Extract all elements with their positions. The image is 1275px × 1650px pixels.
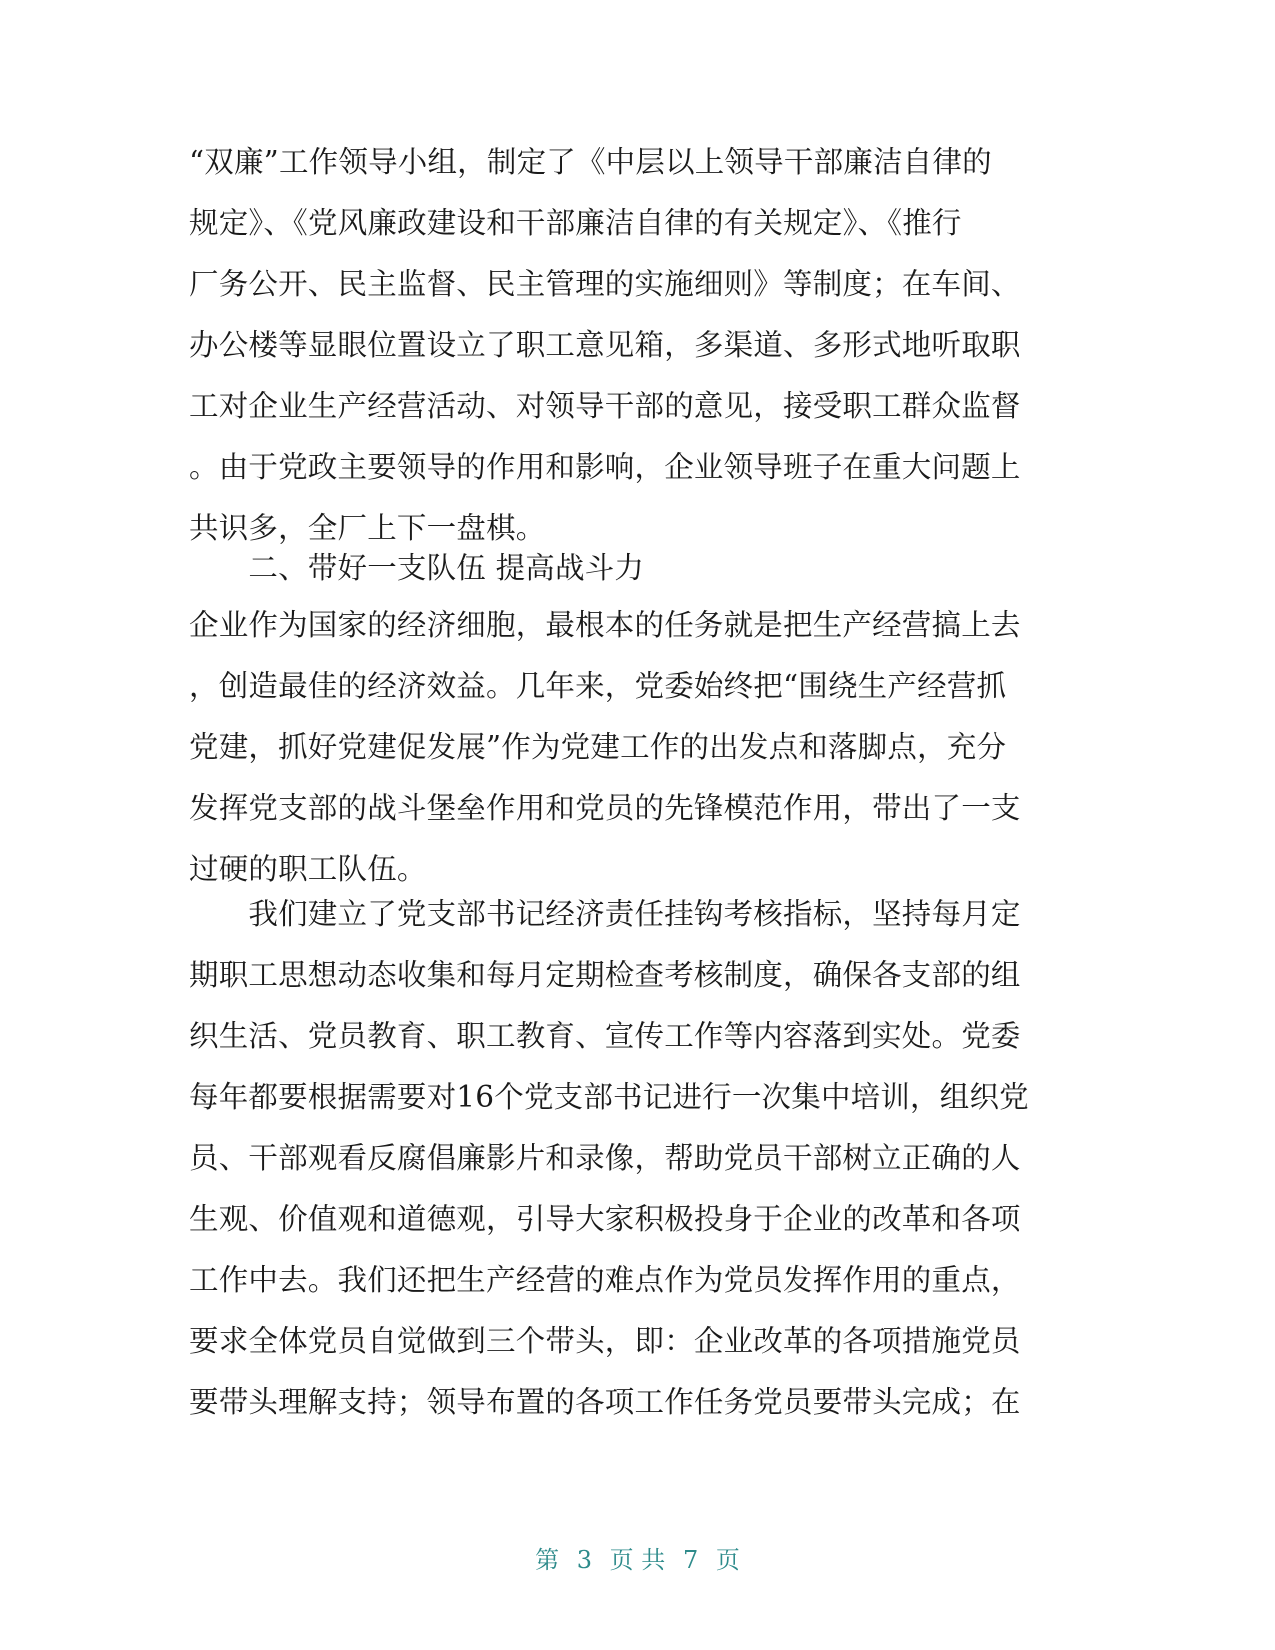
- page-footer: [0, 1540, 1275, 1575]
- footer-mid: 页 共: [609, 1546, 666, 1574]
- footer-suffix: 页: [715, 1546, 740, 1574]
- footer-prefix: 第: [535, 1546, 560, 1574]
- paragraph-2: [189, 595, 1069, 900]
- text-line: 要求全体党员自觉做到三个带头，即：企业改革的各项措施党员: [189, 1324, 1021, 1358]
- footer-total-pages: 7: [682, 1546, 699, 1574]
- text-line: 织生活、党员教育、职工教育、宣传工作等内容落到实处。党委: [189, 1019, 1021, 1053]
- text-line: 工作中去。我们还把生产经营的难点作为党员发挥作用的重点，: [189, 1263, 1021, 1297]
- section-heading: [189, 538, 1069, 599]
- text-line: 规定》、《党风廉政建设和干部廉洁自律的有关规定》、《推行: [189, 206, 962, 240]
- paragraph-1: [189, 132, 1069, 559]
- text-line: 厂务公开、民主监督、民主管理的实施细则》等制度；在车间、: [189, 267, 1021, 301]
- text-line: 发挥党支部的战斗堡垒作用和党员的先锋模范作用，带出了一支: [189, 791, 1021, 825]
- text-line: 要带头理解支持；领导布置的各项工作任务党员要带头完成；在: [189, 1385, 1021, 1419]
- footer-current-page: 3: [576, 1546, 593, 1574]
- text-line: 员、干部观看反腐倡廉影片和录像，帮助党员干部树立正确的人: [189, 1141, 1021, 1175]
- text-line: “双廉”工作领导小组，制定了《中层以上领导干部廉洁自律的: [189, 145, 992, 179]
- text-line: 期职工思想动态收集和每月定期检查考核制度，确保各支部的组: [189, 958, 1021, 992]
- text-line: ，创造最佳的经济效益。几年来，党委始终把“围绕生产经营抓: [189, 669, 1007, 703]
- text-line: 。由于党政主要领导的作用和影响，企业领导班子在重大问题上: [189, 450, 1021, 484]
- text-line: 每年都要根据需要对16个党支部书记进行一次集中培训，组织党: [189, 1080, 1029, 1114]
- text-line: 我们建立了党支部书记经济责任挂钩考核指标，坚持每月定: [189, 897, 1021, 931]
- text-line: 共识多，全厂上下一盘棋。: [189, 511, 546, 545]
- text-line: 办公楼等显眼位置设立了职工意见箱，多渠道、多形式地听取职: [189, 328, 1021, 362]
- text-line: 党建，抓好党建促发展”作为党建工作的出发点和落脚点，充分: [189, 730, 1007, 764]
- paragraph-3: [189, 884, 1069, 1433]
- text-line: 生观、价值观和道德观，引导大家积极投身于企业的改革和各项: [189, 1202, 1021, 1236]
- text-line: 工对企业生产经营活动、对领导干部的意见，接受职工群众监督: [189, 389, 1021, 423]
- text-line: 企业作为国家的经济细胞，最根本的任务就是把生产经营搞上去: [189, 608, 1021, 642]
- section-heading-text: 二、带好一支队伍 提高战斗力: [189, 551, 645, 585]
- text-line: 过硬的职工队伍。: [189, 852, 427, 886]
